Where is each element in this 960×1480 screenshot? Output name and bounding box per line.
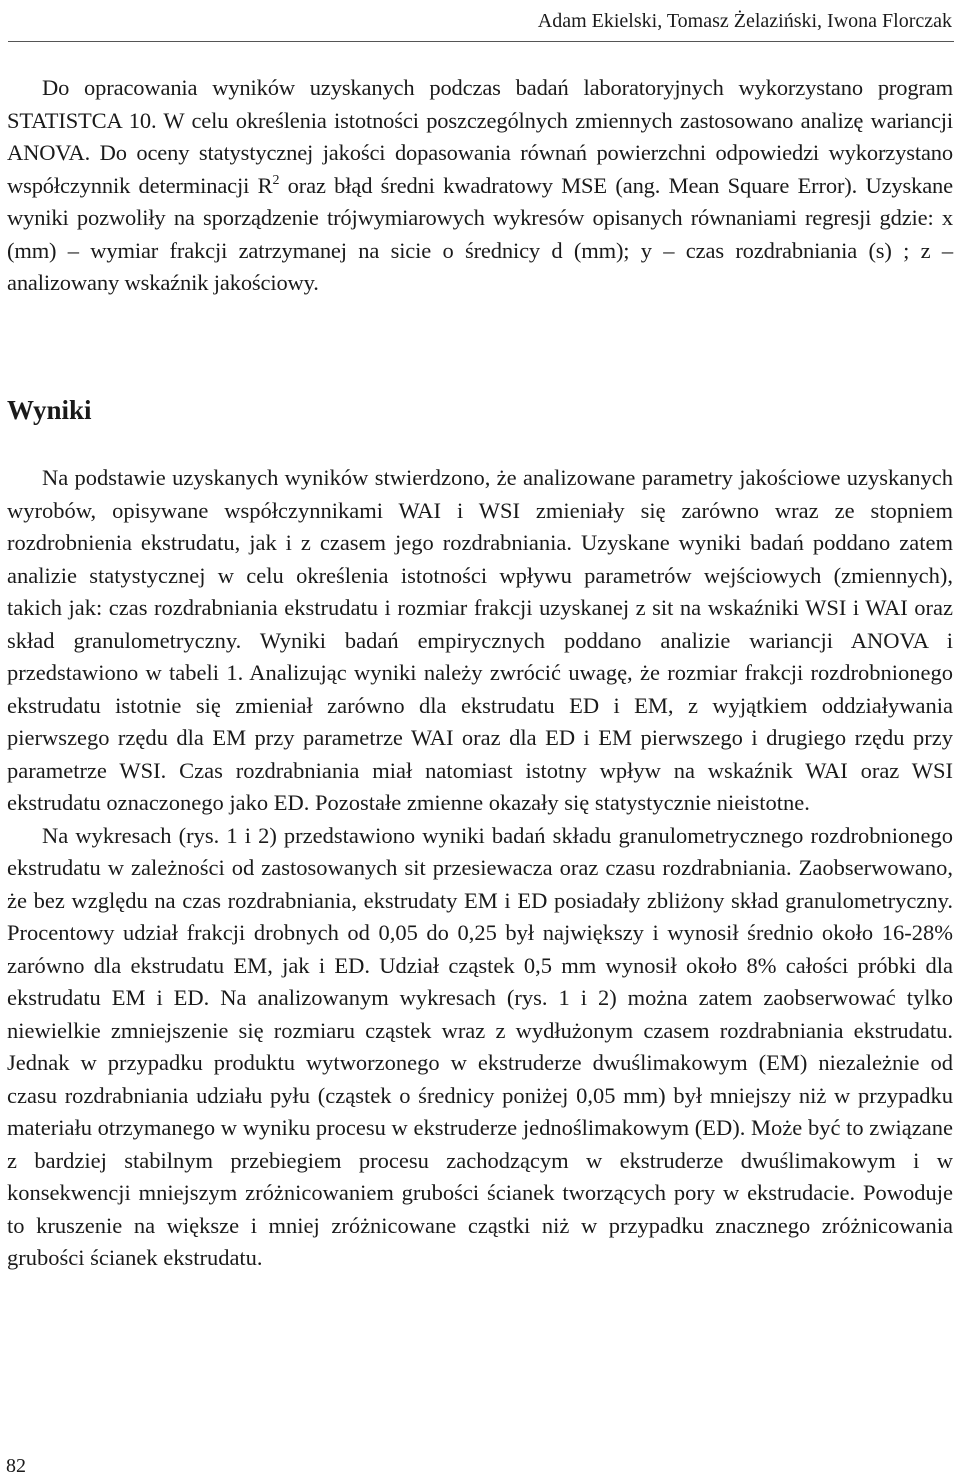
results-section (7, 462, 953, 1275)
r-squared-superscript: 2 (272, 172, 280, 188)
intro-text-part1: Do opracowania wyników uzyskanych podczas badań laboratoryjnych wykorzystano program STATISTCA 10. W celu określenia istotności poszczególnych zmiennych zastosowano analizę wariancji ANOVA. Do oceny statystycznej jakości dopasowania równań powierzchni odpowiedzi wykorzystano współczynnik determinacji R (7, 75, 953, 198)
page-number: 82 (6, 1455, 26, 1477)
intro-paragraph (7, 72, 953, 300)
running-header: Adam Ekielski, Tomasz Żelaziński, Iwona Florczak (537, 10, 952, 32)
intro-text (7, 72, 953, 300)
results-paragraph-1: Na podstawie uzyskanych wyników stwierdzono, że analizowane parametry jakościowe uzyskanych wyrobów, opisywane współczynnikami WAI i WSI zmieniały się zarówno wraz ze stopniem rozdrobnienia ekstrudatu, jak i z czasem jego rozdrabniania. Uzyskane wyniki badań poddano zatem analizie statystycznej w celu określenia istotności wpływu parametrów wejściowych (zmiennych), takich jak: czas rozdrabniania ekstrudatu i rozmiar frakcji uzyskanej z sit na wskaźniki WSI i WAI oraz skład granulometryczny. Wyniki badań empirycznych poddano analizie wariancji ANOVA i przedstawiono w tabeli 1. Analizując wyniki należy zwrócić uwagę, że rozmiar frakcji rozdrobnionego ekstrudatu istotnie się zmieniał zarówno dla ekstrudatu ED i EM, z wyjątkiem oddziaływania pierwszego rzędu dla EM przy parametrze WAI oraz dla ED i EM pierwszego i drugiego rzędu przy parametrze WSI. Czas rozdrabniania miał natomiast istotny wpływ na wskaźnik WAI oraz WSI ekstrudatu oznaczonego jako ED. Pozostałe zmienne okazały się statystycznie nieistotne. (7, 465, 953, 815)
results-paragraph-2: Na wykresach (rys. 1 i 2) przedstawiono wyniki badań składu granulometrycznego rozdrobnionego ekstrudatu w zależności od zastosowanych sit przesiewacza oraz czasu rozdrabniania. Zaobserwowano, że bez względu na czas rozdrabniania, ekstrudaty EM i ED posiadały zbliżony skład granulometryczny. Procentowy udział frakcji drobnych od 0,05 do 0,25 był największy i wynosił średnio około 16-28% zarówno dla ekstrudatu EM, jak i ED. Udział cząstek 0,5 mm wynosił około 8% całości próbki dla ekstrudatu EM i ED. Na analizowanym wykresach (rys. 1 i 2) można zatem zaobserwować tylko niewielkie zmniejszenie się rozmiaru cząstek wraz z wydłużonym czasem rozdrabniania ekstrudatu. Jednak w przypadku produktu wytworzonego w ekstruderze dwuślimakowym (EM) niezależnie od czasu rozdrabniania udziału pyłu (cząstek o średnicy poniżej 0,05 mm) był mniejszy niż w przypadku materiału otrzymanego w wyniku procesu w ekstruderze jednoślimakowym (ED). Może być to związane z bardziej stabilnym przebiegiem procesu zachodzącym w ekstruderze dwuślimakowym i w konsekwencji mniejszym zróżnicowaniem grubości ścianek tworzących pory w ekstrudacie. Powoduje to kruszenie na większe i mniej zróżnicowane cząstki niż w przypadku znacznego zróżnicowania grubości ścianek ekstrudatu. (7, 822, 953, 1270)
section-heading: Wyniki (7, 395, 92, 425)
intro-text-part2: oraz błąd średni kwadratowy MSE (ang. Mean Square Error). Uzyskane wyniki pozwoliły na sporządzenie trójwymiarowych wykresów opisanych równaniami regresji gdzie: x (mm) – wymiar frakcji zatrzymanej na sicie o średnicy d (mm); y – czas rozdrabniania (s) ; z – analizowany wskaźnik jakościowy. (7, 172, 953, 295)
header-rule (8, 41, 954, 42)
